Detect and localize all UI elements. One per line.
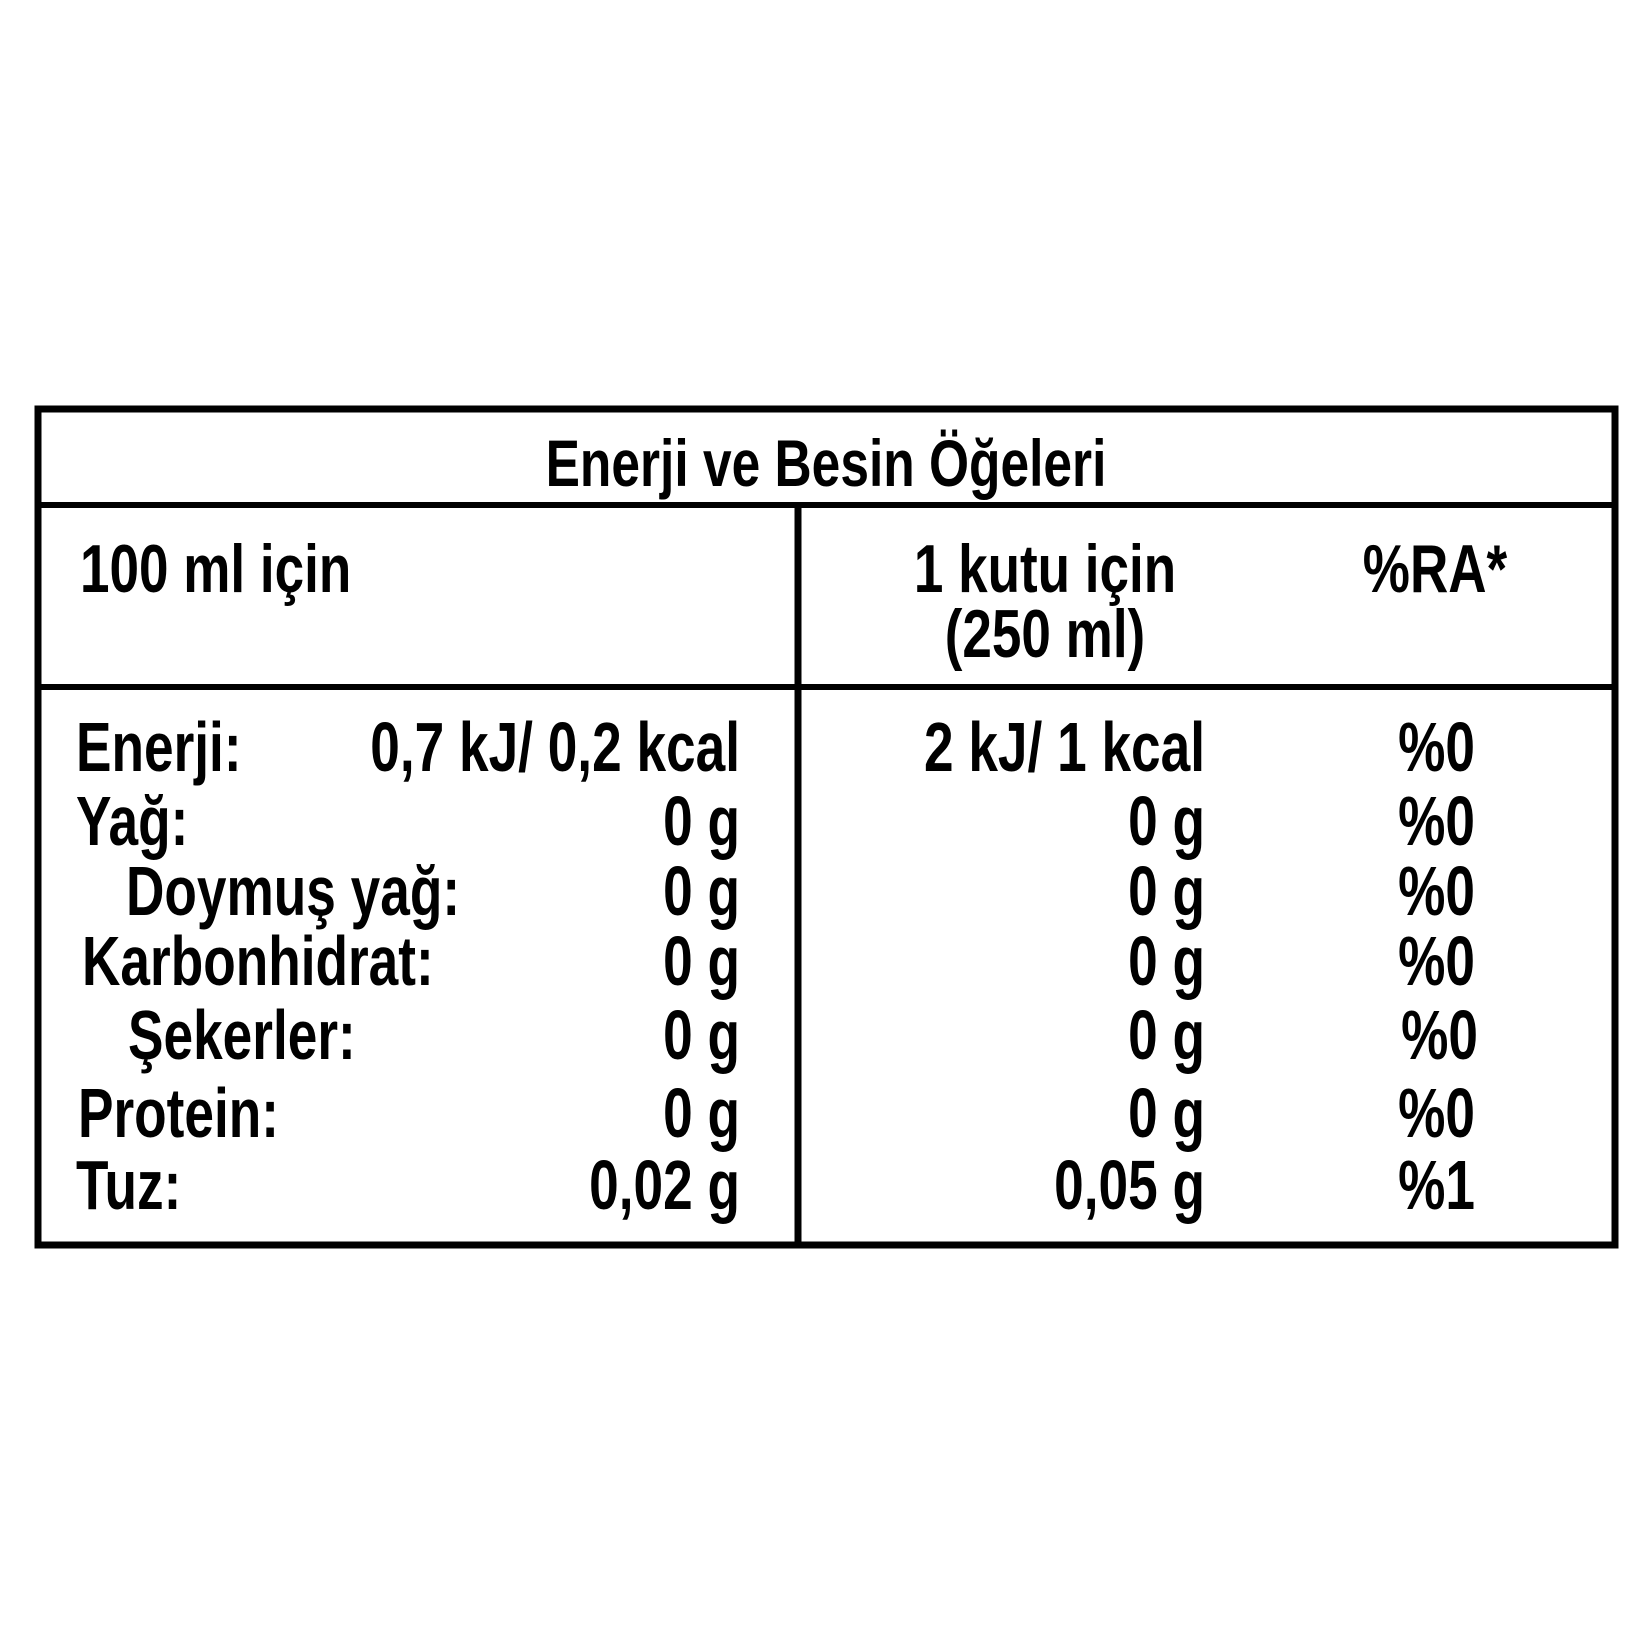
table-title: Enerji ve Besin Öğeleri	[545, 426, 1107, 500]
column-header-ra: %RA*	[1362, 531, 1508, 607]
row-per100-energy: 0,7 kJ/ 0,2 kcal	[370, 708, 740, 786]
row-ra-protein: %0	[1398, 1074, 1475, 1152]
column-header-100ml: 100 ml için	[80, 531, 352, 607]
row-per100-salt: 0,02 g	[589, 1146, 740, 1224]
row-ra-carbohydrate: %0	[1398, 922, 1475, 1000]
row-ra-fat: %0	[1398, 782, 1475, 860]
column-header-per-can-volume: (250 ml)	[944, 596, 1146, 672]
row-percan-salt: 0,05 g	[1054, 1146, 1205, 1224]
row-percan-protein: 0 g	[1128, 1074, 1205, 1152]
row-label-saturated-fat: Doymuş yağ:	[126, 852, 461, 930]
row-label-carbohydrate: Karbonhidrat:	[82, 922, 434, 1000]
row-ra-salt: %1	[1398, 1146, 1475, 1224]
row-label-energy: Enerji:	[76, 708, 242, 786]
row-ra-energy: %0	[1398, 708, 1475, 786]
row-per100-protein: 0 g	[663, 1074, 740, 1152]
row-per100-saturated-fat: 0 g	[663, 852, 740, 930]
row-label-protein: Protein:	[78, 1074, 279, 1152]
row-percan-carbohydrate: 0 g	[1128, 922, 1205, 1000]
row-ra-sugars: %0	[1401, 996, 1478, 1074]
row-percan-energy: 2 kJ/ 1 kcal	[923, 708, 1205, 786]
row-label-fat: Yağ:	[76, 782, 189, 860]
row-per100-sugars: 0 g	[663, 996, 740, 1074]
column-header-per-can: 1 kutu için	[913, 531, 1177, 607]
row-percan-saturated-fat: 0 g	[1128, 852, 1205, 930]
row-percan-sugars: 0 g	[1128, 996, 1205, 1074]
row-percan-fat: 0 g	[1128, 782, 1205, 860]
row-per100-carbohydrate: 0 g	[663, 922, 740, 1000]
row-label-sugars: Şekerler:	[128, 996, 356, 1074]
row-ra-saturated-fat: %0	[1398, 852, 1475, 930]
row-per100-fat: 0 g	[663, 782, 740, 860]
row-label-salt: Tuz:	[76, 1146, 182, 1224]
